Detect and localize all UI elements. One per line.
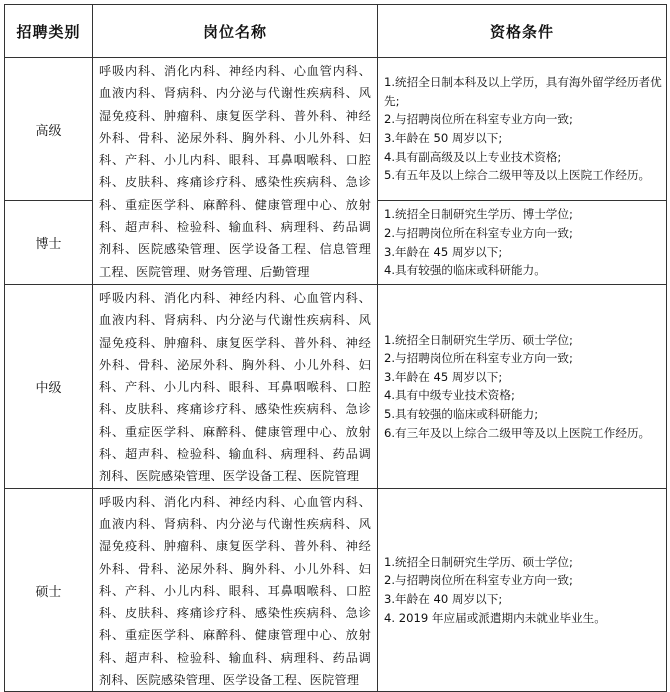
requirement-item: 2.与招聘岗位所在科室专业方向一致; (384, 112, 573, 127)
table-row (5, 488, 667, 692)
requirement-item: 2.与招聘岗位所在科室专业方向一致; (384, 573, 573, 588)
category-cell: 中级 (5, 285, 93, 489)
category-cell: 高级 (5, 58, 93, 201)
requirement-item: 4. 2019 年应届或派遣期内未就业毕业生。 (384, 610, 606, 625)
positions-cell: 呼吸内科、消化内科、神经内科、心血管内科、血液内科、肾病科、内分泌与代谢性疾病科、风湿免疫科、肿瘤科、康复医学科、普外科、神经外科、骨科、泌尿外科、胸外科、小儿外科、妇科、产科、小儿内科、眼科、耳鼻咽喉科、口腔科、皮肤科、疼痛诊疗科、感染性疾病科、急诊科、重症医学科、麻醉科、健康管理中心、放射科、超声科、检验科、输血科、病理科、药品调剂科、医院感染管理、医学设备工程、信息管理工程、医院管理、财务管理、后勤管理 (93, 58, 378, 285)
table-row (5, 285, 667, 489)
requirement-item: 5.有五年及以上综合二级甲等及以上医院工作经历。 (384, 168, 651, 183)
category-cell: 硕士 (5, 488, 93, 692)
positions-cell: 呼吸内科、消化内科、神经内科、心血管内科、血液内科、肾病科、内分泌与代谢性疾病科、风湿免疫科、肿瘤科、康复医学科、普外科、神经外科、骨科、泌尿外科、胸外科、小儿外科、妇科、产科、小儿内科、眼科、耳鼻咽喉科、口腔科、皮肤科、疼痛诊疗科、感染性疾病科、急诊科、重症医学科、麻醉科、健康管理中心、放射科、超声科、检验科、输血科、病理科、药品调剂科、医院感染管理、医学设备工程、医院管理 (93, 285, 378, 489)
requirement-item: 2.与招聘岗位所在科室专业方向一致; (384, 351, 573, 366)
requirement-item: 3.年龄在 40 周岁以下; (384, 592, 503, 606)
header-positions: 岗位名称 (93, 5, 378, 58)
requirement-item: 5.具有较强的临床或科研能力; (384, 406, 539, 421)
requirement-item: 1.统招全日制研究生学历、硕士学位; (384, 554, 573, 569)
requirement-item: 4.具有中级专业技术资格; (384, 388, 515, 403)
requirement-item: 4.具有副高级及以上专业技术资格; (384, 149, 562, 164)
requirement-item: 6.有三年及以上综合二级甲等及以上医院工作经历。 (384, 425, 651, 440)
positions-cell: 呼吸内科、消化内科、神经内科、心血管内科、血液内科、肾病科、内分泌与代谢性疾病科、风湿免疫科、肿瘤科、康复医学科、普外科、神经外科、骨科、泌尿外科、胸外科、小儿外科、妇科、产科、小儿内科、眼科、耳鼻咽喉科、口腔科、皮肤科、疼痛诊疗科、感染性疾病科、急诊科、重症医学科、麻醉科、健康管理中心、放射科、超声科、检验科、输血科、病理科、药品调剂科、医院感染管理、医学设备工程、医院管理 (93, 488, 378, 692)
requirements-cell (378, 58, 667, 201)
requirement-item: 4.具有较强的临床或科研能力。 (384, 263, 546, 278)
recruitment-table (4, 4, 667, 692)
requirements-cell (378, 285, 667, 489)
requirements-cell (378, 488, 667, 692)
requirements-cell (378, 201, 667, 285)
requirement-item: 1.统招全日制本科及以上学历，具有海外留学经历者优先; (384, 75, 662, 108)
category-cell: 博士 (5, 201, 93, 285)
header-requirements: 资格条件 (378, 5, 667, 58)
requirement-item: 1.统招全日制研究生学历、硕士学位; (384, 332, 573, 347)
requirement-item: 2.与招聘岗位所在科室专业方向一致; (384, 225, 573, 240)
requirement-item: 1.统招全日制研究生学历、博士学位; (384, 207, 573, 222)
header-row (5, 5, 667, 58)
requirement-item: 3.年龄在 45 周岁以下; (384, 244, 503, 259)
requirement-item: 3.年龄在 50 周岁以下; (384, 131, 503, 145)
table-row (5, 58, 667, 201)
requirement-item: 3.年龄在 45 周岁以下; (384, 369, 503, 384)
header-category: 招聘类别 (5, 5, 93, 58)
